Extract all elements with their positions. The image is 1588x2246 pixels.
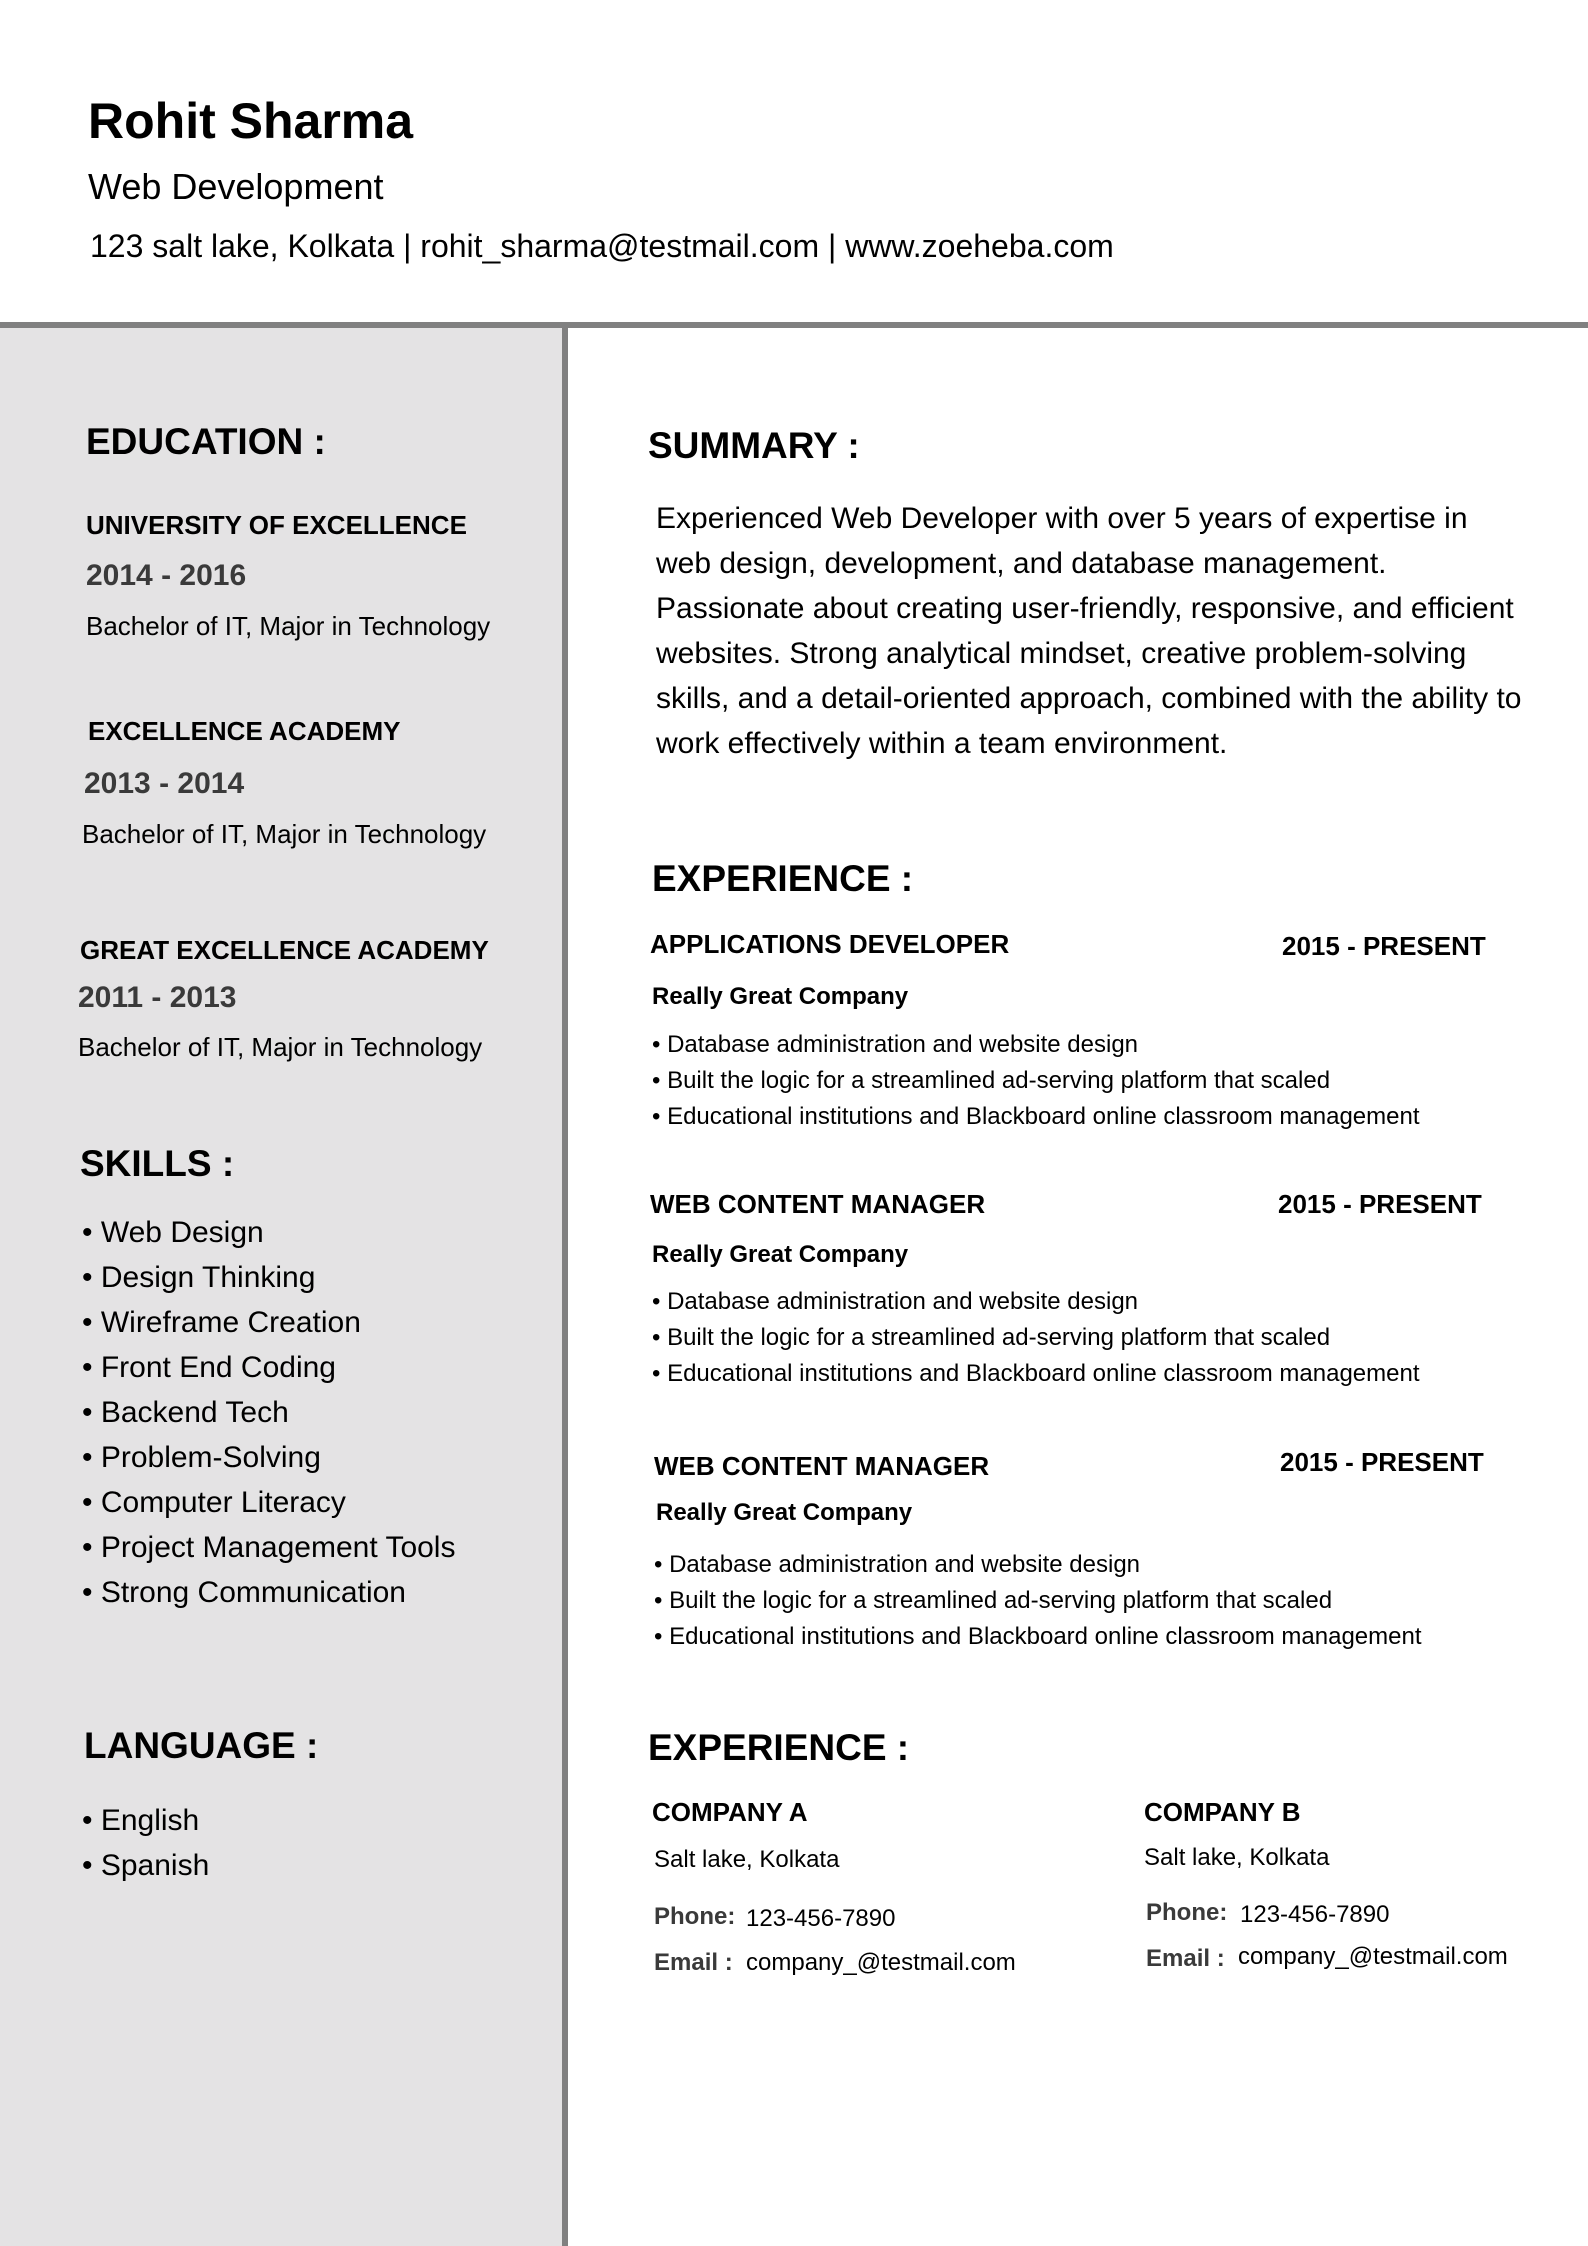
language-heading: LANGUAGE : xyxy=(84,1725,319,1766)
company-phone-label: Phone: xyxy=(654,1903,736,1930)
education-years: 2011 - 2013 xyxy=(78,981,237,1014)
company-phone: 123-456-7890 xyxy=(746,1905,896,1932)
contact-line: 123 salt lake, Kolkata | rohit_sharma@testmail.com | www.zoeheba.com xyxy=(90,228,1114,264)
resume-name: Rohit Sharma xyxy=(88,93,414,149)
education-school: GREAT EXCELLENCE ACADEMY xyxy=(80,935,489,965)
job-bullet: • Built the logic for a streamlined ad-serving platform that scaled xyxy=(652,1067,1331,1094)
company-phone-label: Phone: xyxy=(1146,1899,1228,1926)
job-title: APPLICATIONS DEVELOPER xyxy=(650,929,1010,959)
job-bullet: • Database administration and website design xyxy=(652,1031,1139,1058)
column-divider xyxy=(562,328,568,2246)
job-bullet: • Database administration and website design xyxy=(654,1551,1141,1578)
job-bullet: • Built the logic for a streamlined ad-serving platform that scaled xyxy=(654,1587,1333,1614)
job-bullet: • Educational institutions and Blackboard online classroom management xyxy=(652,1360,1420,1387)
job-title: WEB CONTENT MANAGER xyxy=(650,1189,986,1219)
company-address: Salt lake, Kolkata xyxy=(1144,1844,1330,1871)
experience-heading: EXPERIENCE : xyxy=(652,858,914,899)
job-title: WEB CONTENT MANAGER xyxy=(654,1451,990,1481)
job-bullet: • Built the logic for a streamlined ad-serving platform that scaled xyxy=(652,1324,1331,1351)
company-email: company_@testmail.com xyxy=(1238,1943,1508,1970)
skill-item: • Web Design xyxy=(82,1216,264,1249)
skill-item: • Problem-Solving xyxy=(82,1441,321,1474)
company-email-label: Email : xyxy=(1146,1945,1225,1972)
education-degree: Bachelor of IT, Major in Technology xyxy=(82,819,487,849)
skill-item: • Front End Coding xyxy=(82,1351,336,1384)
company-phone: 123-456-7890 xyxy=(1240,1901,1390,1928)
job-dates: 2015 - PRESENT xyxy=(1282,931,1486,961)
companies-heading: EXPERIENCE : xyxy=(648,1727,910,1768)
language-item: • English xyxy=(82,1804,200,1837)
skills-heading: SKILLS : xyxy=(80,1143,235,1184)
skill-item: • Design Thinking xyxy=(82,1261,316,1294)
education-school: UNIVERSITY OF EXCELLENCE xyxy=(86,510,467,540)
summary-text: Experienced Web Developer with over 5 years of expertise in web design, development, and database management. Passionate about creating user-friendly, responsive, and efficient websites. Strong analytical mindset, creative problem-solving skills, and a detail-oriented approach, combined with the ability to work effectively within a team environment. xyxy=(656,502,1522,760)
company-email-label: Email : xyxy=(654,1949,733,1976)
language-item: • Spanish xyxy=(82,1849,210,1882)
job-bullet: • Database administration and website design xyxy=(652,1288,1139,1315)
job-company: Really Great Company xyxy=(652,1241,909,1268)
skill-item: • Wireframe Creation xyxy=(82,1306,361,1339)
job-dates: 2015 - PRESENT xyxy=(1278,1189,1482,1219)
education-heading: EDUCATION : xyxy=(86,421,326,462)
skill-item: • Computer Literacy xyxy=(82,1486,346,1519)
education-degree: Bachelor of IT, Major in Technology xyxy=(78,1032,483,1062)
job-bullet: • Educational institutions and Blackboard online classroom management xyxy=(654,1623,1422,1650)
job-dates: 2015 - PRESENT xyxy=(1280,1447,1484,1477)
company-address: Salt lake, Kolkata xyxy=(654,1846,840,1873)
job-company: Really Great Company xyxy=(652,983,909,1010)
education-years: 2013 - 2014 xyxy=(84,767,245,800)
skill-item: • Project Management Tools xyxy=(82,1531,456,1564)
job-bullet: • Educational institutions and Blackboard online classroom management xyxy=(652,1103,1420,1130)
skill-item: • Strong Communication xyxy=(82,1576,406,1609)
education-degree: Bachelor of IT, Major in Technology xyxy=(86,611,491,641)
summary-heading: SUMMARY : xyxy=(648,425,860,466)
resume-role: Web Development xyxy=(88,166,384,207)
company-name: COMPANY B xyxy=(1144,1797,1301,1827)
education-school: EXCELLENCE ACADEMY xyxy=(88,716,401,746)
skill-item: • Backend Tech xyxy=(82,1396,289,1429)
education-years: 2014 - 2016 xyxy=(86,559,247,592)
company-name: COMPANY A xyxy=(652,1797,808,1827)
company-email: company_@testmail.com xyxy=(746,1949,1016,1976)
job-company: Really Great Company xyxy=(656,1499,913,1526)
